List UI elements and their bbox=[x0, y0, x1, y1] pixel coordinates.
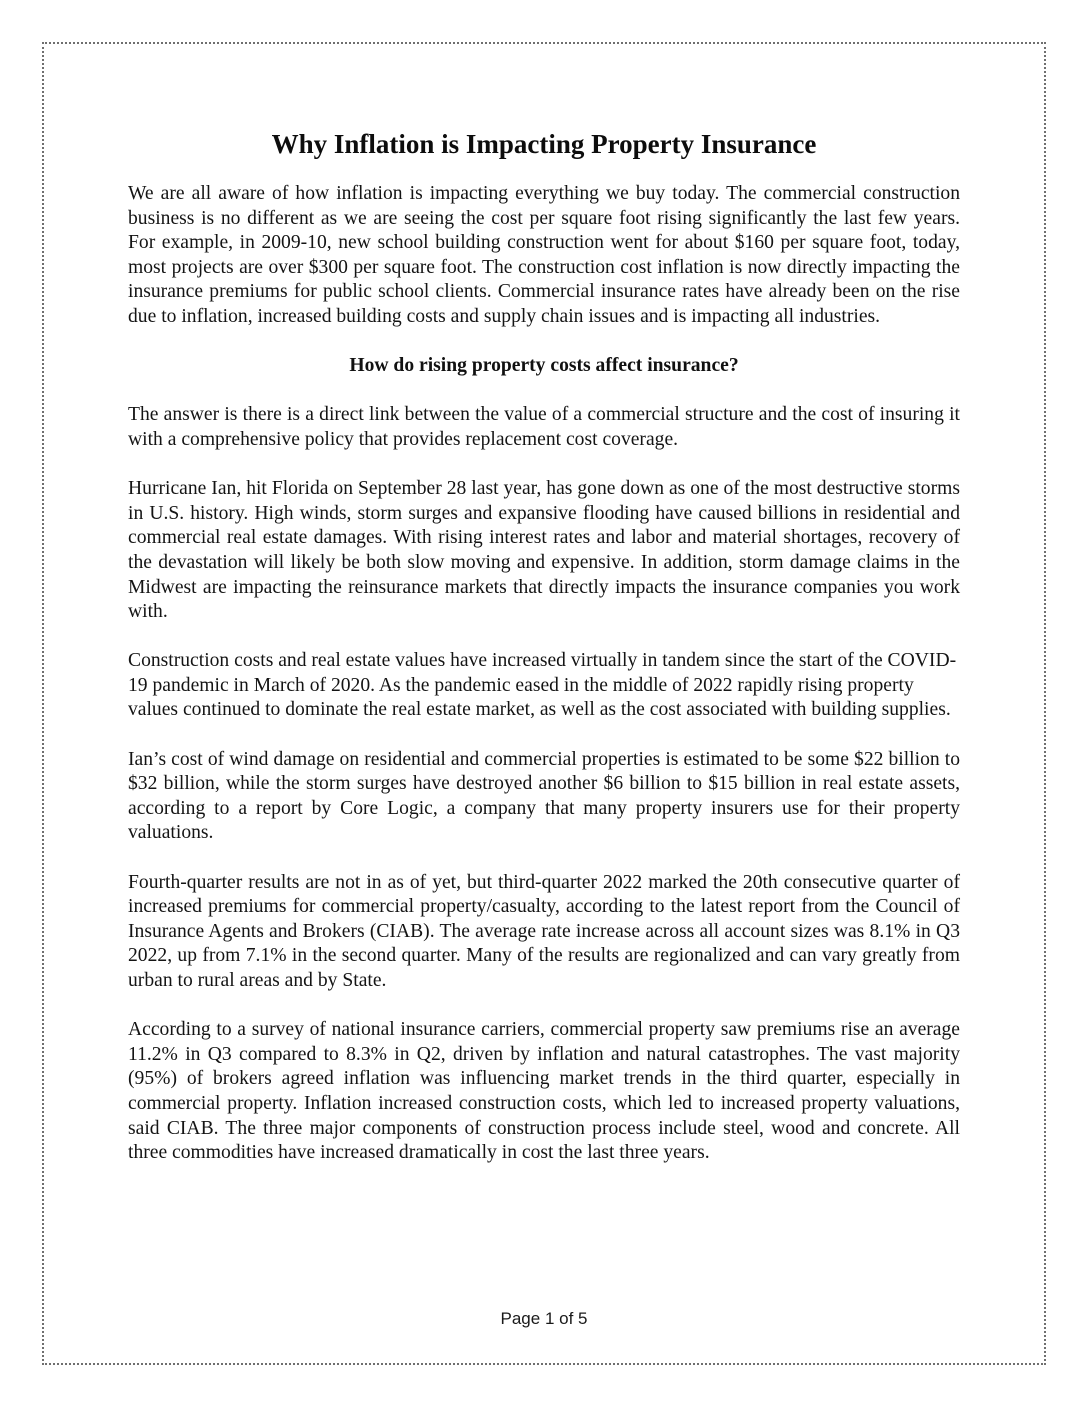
spacer bbox=[128, 379, 960, 404]
spacer bbox=[128, 453, 960, 478]
paragraph-hurricane-ian: Hurricane Ian, hit Florida on September 28 last year, has gone down as one of the most destructive storms in U.S. history. High winds, storm surges and expansive flooding have caused billions in residential and commercial real estate damages. With rising interest rates and labor and material shortages, recovery of the devastation will likely be both slow moving and expensive. In addition, storm damage claims in the Midwest are impacting the reinsurance markets that directly impacts the insurance companies you work with. bbox=[128, 478, 960, 623]
paragraph-survey: According to a survey of national insurance carriers, commercial property saw premiums rise an average 11.2% in Q3 compared to 8.3% in Q2, driven by inflation and natural catastrophes. The vast majority (95%) of brokers agreed inflation was influencing market trends in the third quarter, especially in commercial property. Inflation increased construction costs, which led to increased property valuations, said CIAB. The three major components of construction process include steel, wood and concrete. All three commodities have increased dramatically in cost the last three years. bbox=[128, 1019, 960, 1164]
page-number: Page 1 of 5 bbox=[500, 1309, 588, 1328]
paragraph-wind-damage: Ian’s cost of wind damage on residential and commercial properties is estimated to be some $22 billion to $32 billion, while the storm surges have destroyed another $6 billion to $15 billion in real estate assets, according to a report by Core Logic, a company that many property insurers use for their property valuations. bbox=[128, 748, 960, 844]
spacer bbox=[128, 625, 960, 650]
paragraph-construction-costs: Construction costs and real estate values have increased virtually in tandem since the start of the COVID-19 pandemic in March of 2020. As the pandemic eased in the middle of 2022 rapidly rising property values continued to dominate the real estate market, as well as the cost associated with building supplies. bbox=[128, 650, 957, 721]
paragraph-fourth-quarter: Fourth-quarter results are not in as of yet, but third-quarter 2022 marked the 20th consecutive quarter of increased premiums for commercial property/casualty, according to the latest report from the Council of Insurance Agents and Brokers (CIAB). The average rate increase across all account sizes was 8.1% in Q3 2022, up from 7.1% in the second quarter. Many of the results are regionalized and can vary greatly from urban to rural areas and by State. bbox=[128, 871, 960, 991]
section-subheading: How do rising property costs affect insurance? bbox=[349, 355, 739, 377]
spacer bbox=[128, 994, 960, 1019]
spacer bbox=[128, 723, 960, 748]
spacer bbox=[128, 846, 960, 871]
document-title: Why Inflation is Impacting Property Insurance bbox=[271, 129, 817, 159]
spacer bbox=[128, 330, 960, 355]
document-body bbox=[128, 126, 960, 1166]
spacer bbox=[128, 162, 960, 182]
paragraph-intro: We are all aware of how inflation is impacting everything we buy today. The commercial construction business is no different as we are seeing the cost per square foot rising significantly the last few years. For example, in 2009-10, new school building construction went for about $160 per square foot, today, most projects are over $300 per square foot. The construction cost inflation is now directly impacting the insurance premiums for public school clients. Commercial insurance rates have already been on the rise due to inflation, increased building costs and supply chain issues and is impacting all industries. bbox=[128, 183, 960, 327]
paragraph-answer: The answer is there is a direct link between the value of a commercial structure and the cost of insuring it with a comprehensive policy that provides replacement cost coverage. bbox=[128, 404, 960, 450]
